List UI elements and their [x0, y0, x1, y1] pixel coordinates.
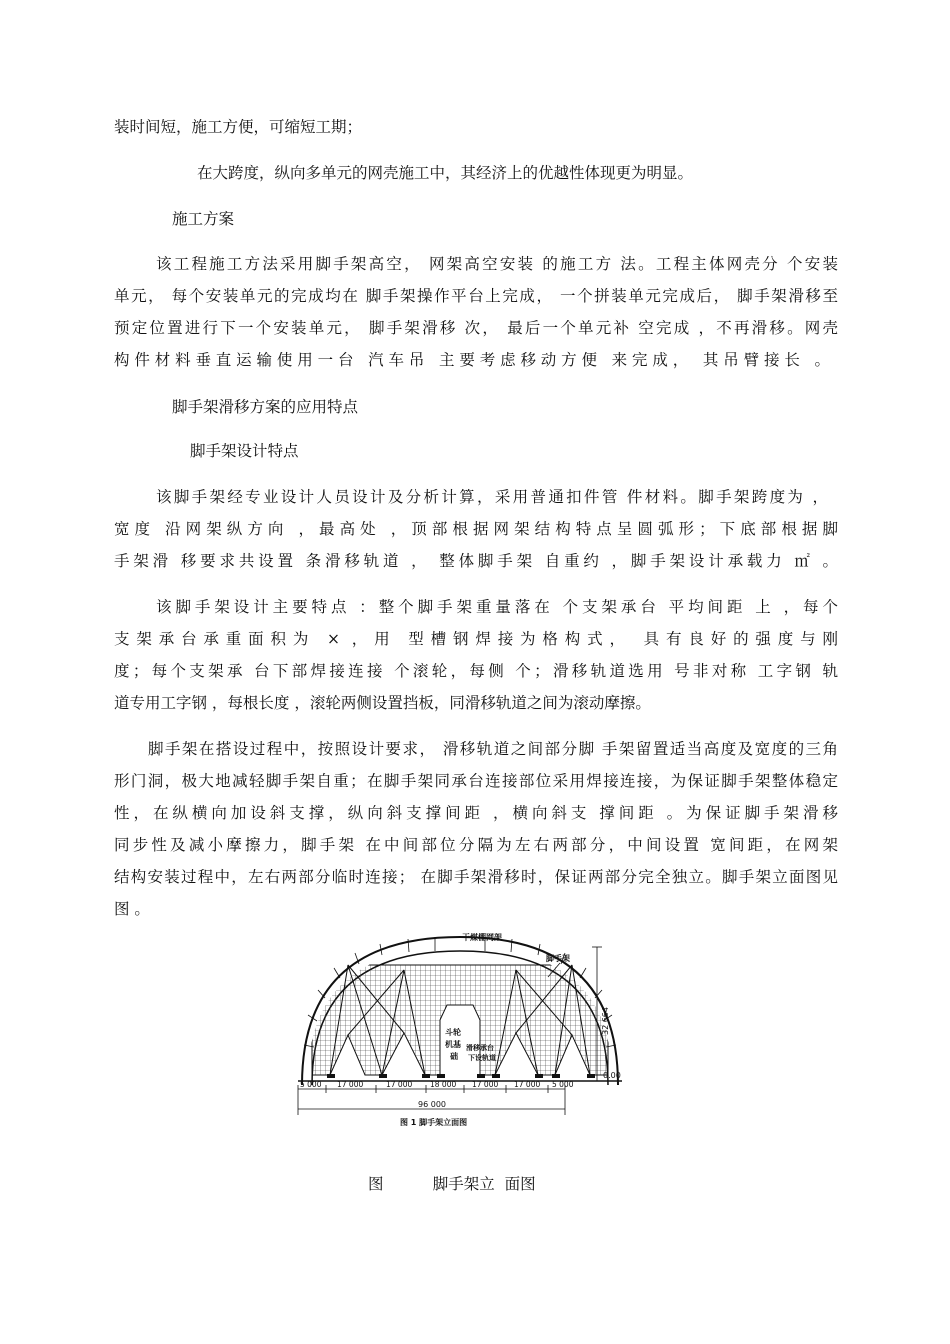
section-heading: 脚手架滑移方案的应用特点 [172, 398, 359, 416]
label-rail-1: 滑移承台 [466, 1044, 494, 1052]
text-line: 宽度 沿网架纵方向 ，最高处 ，顶部根据网架结构特点呈圆弧形；下底部根据脚 [114, 520, 838, 538]
text-line: 图 。 [114, 900, 150, 918]
dim-label: 17 000 [337, 1080, 364, 1089]
text-line: 结构安装过程中，左右两部分临时连接； 在脚手架滑移时，保证两部分完全独立。脚手架立面图见 [114, 868, 838, 886]
text-line: 性，在纵横向加设斜支撑，纵向斜支撑间距 ，横向斜支 撑间距 。为保证脚手架滑移 [114, 804, 838, 822]
dim-label: 17 000 [514, 1080, 541, 1089]
text-line: 道专用工字钢 ，每根长度 ，滚轮两侧设置挡板，同滑移轨道之间为滚动摩擦。 [114, 694, 651, 712]
text-line: 同步性及减小摩擦力，脚手架 在中间部位分隔为左右两部分，中间设置 宽间距，在网架 [114, 836, 838, 854]
label-ground: 0.00 [603, 1071, 621, 1080]
text-line: 构件材料垂直运输使用一台 汽车吊 主要考虑移动方便 来完成， 其吊臂接长 。 [114, 351, 830, 369]
label-top: 干煤棚网架 [462, 933, 502, 942]
text-line: 脚手架在搭设过程中，按照设计要求， 滑移轨道之间部分脚 手架留置适当高度及宽度的三角 [148, 740, 838, 758]
dim-label: 17 000 [386, 1080, 413, 1089]
label-center-2: 机基 [445, 1040, 461, 1049]
text-line: 度；每个支架承 台下部焊接连接 个滚轮，每侧 个；滑移轨道选用 号非对称 工字钢 轨 [114, 662, 838, 680]
dim-label: 17 000 [472, 1080, 499, 1089]
label-scaffold: 脚手架 [546, 954, 570, 963]
text-line: 装时间短，施工方便，可缩短工期； [114, 118, 363, 136]
label-center-3: 础 [450, 1052, 458, 1061]
section-heading: 脚手架设计特点 [190, 442, 299, 460]
dim-label: 18 000 [430, 1080, 457, 1089]
figure-inner-caption: 图 1 脚手架立面图 [400, 1118, 468, 1127]
label-rail-2: 下设轨道 [468, 1054, 496, 1062]
dim-label: 5 000 [552, 1080, 574, 1089]
scaffold-elevation-figure [290, 925, 640, 1130]
figure-caption: 图 脚手架立 面图 [368, 1175, 536, 1193]
text-line: 该脚手架经专业设计人员设计及分析计算，采用普通扣件管 件材料。脚手架跨度为 ， [156, 488, 828, 506]
label-height: 32 664 [601, 1007, 610, 1035]
text-line: 在大跨度，纵向多单元的网壳施工中，其经济上的优越性体现更为明显。 [197, 164, 694, 182]
text-line: 预定位置进行下一个安装单元， 脚手架滑移 次， 最后一个单元补 空完成 ，不再滑移。网壳 [114, 319, 838, 337]
text-line: 单元， 每个安装单元的完成均在 脚手架操作平台上完成， 一个拼装单元完成后， 脚手架滑移至 [114, 287, 838, 305]
text-line: 该工程施工方法采用脚手架高空， 网架高空安装 的施工方 法。工程主体网壳分 个安装 [156, 255, 838, 273]
dim-label: 5 000 [300, 1080, 322, 1089]
dim-total: 96 000 [418, 1100, 446, 1109]
label-center-1: 斗轮 [445, 1028, 461, 1037]
section-heading: 施工方案 [172, 210, 235, 228]
text-line: 手架滑 移要求共设置 条滑移轨道 ， 整体脚手架 自重约 ，脚手架设计承载力 ㎡ 。 [114, 552, 838, 570]
text-line: 形门洞，极大地减轻脚手架自重；在脚手架同承台连接部位采用焊接连接，为保证脚手架整体稳定 [114, 772, 838, 790]
text-line: 该脚手架设计主要特点 ：整个脚手架重量落在 个支架承台 平均间距 上 ，每个 [156, 598, 838, 616]
text-line: 支架承台承重面积为 × ，用 型槽钢焊接为格构式， 具有良好的强度与刚 [114, 630, 838, 648]
